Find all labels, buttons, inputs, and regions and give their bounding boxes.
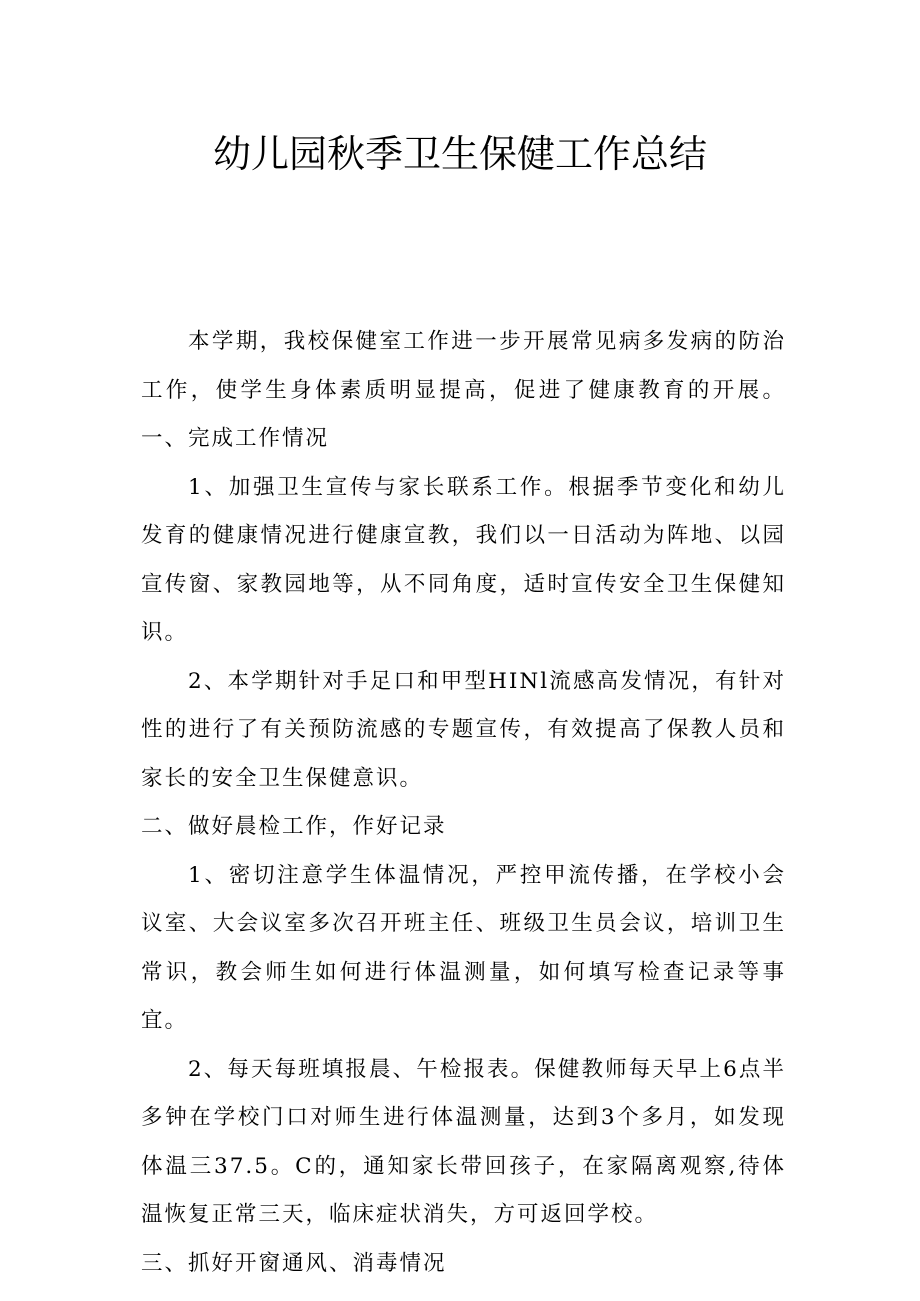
- paragraph-item-2: 2、本学期针对手足口和甲型HINl流感高发情况，有针对性的进行了有关预防流感的专题宣传，有效提高了保教人员和家长的安全卫生保健意识。: [141, 668, 786, 791]
- document-title: 幼儿园秋季卫生保健工作总结: [212, 132, 707, 176]
- paragraph-item-1: 1、加强卫生宣传与家长联系工作。根据季节变化和幼儿发育的健康情况进行健康宣教，我们以一日活动为阵地、以园宣传窗、家教园地等，从不同角度，适时宣传安全卫生保健知识。: [141, 474, 786, 645]
- paragraph-item-2-1: 1、密切注意学生体温情况，严控甲流传播，在学校小会议室、大会议室多次召开班主任、班级卫生员会议，培训卫生常识，教会师生如何进行体温测量，如何填写检查记录等事宜。: [141, 862, 786, 1033]
- section-heading-2: 二、做好晨检工作，作好记录: [141, 814, 447, 839]
- paragraph-intro: 本学期，我校保健室工作进一步开展常见病多发病的防治工作，使学生身体素质明显提高，促进了健康教育的开展。一、完成工作情况: [141, 329, 786, 451]
- paragraph-item-2-2: 2、每天每班填报晨、午检报表。保健教师每天早上6点半多钟在学校门口对师生进行体温测量，达到3个多月，如发现体温三37.5。C的，通知家长带回孩子，在家隔离观察,待体温恢复正常三天，临床症状消失，方可返回学校。: [141, 1056, 786, 1227]
- section-heading-3: 三、抓好开窗通风、消毒情况: [141, 1250, 447, 1276]
- document-body: [141, 318, 786, 1288]
